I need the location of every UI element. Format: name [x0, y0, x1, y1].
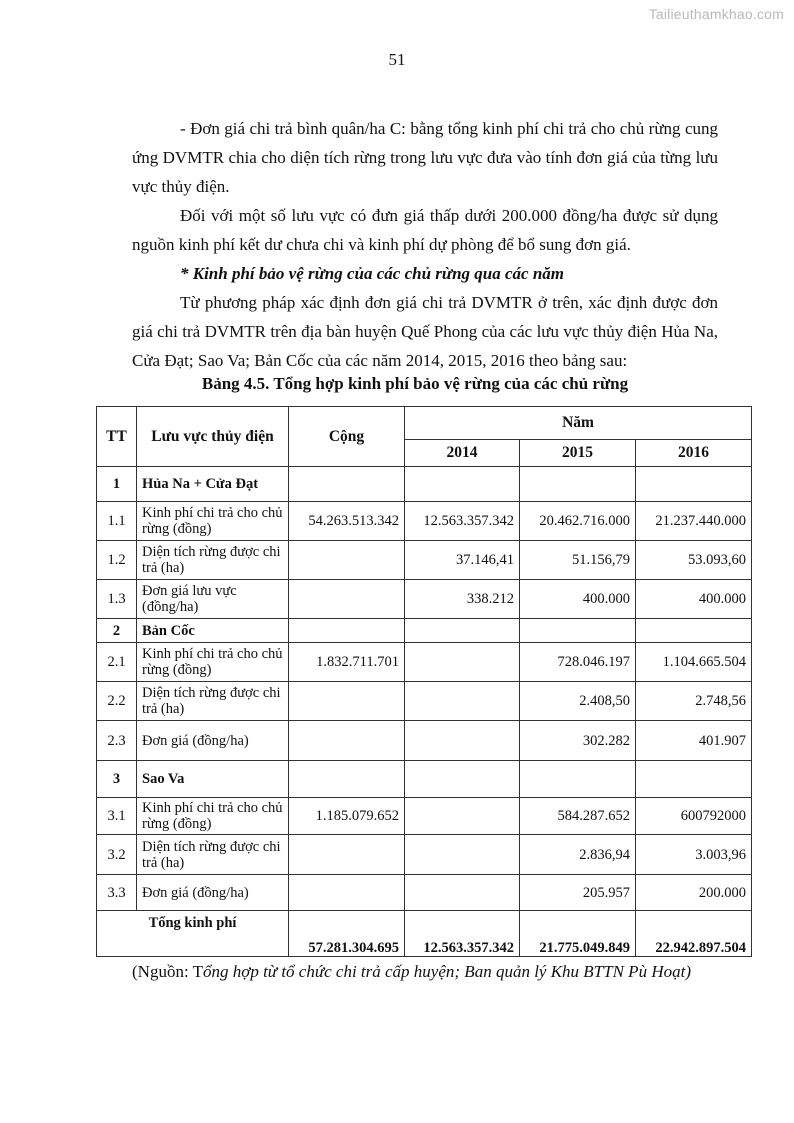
row-2016: 1.104.665.504	[636, 643, 752, 682]
table-row	[97, 643, 752, 682]
row-2014	[405, 467, 520, 502]
row-name: Hủa Na + Cửa Đạt	[137, 467, 289, 502]
row-tt: 2	[97, 619, 137, 643]
row-2016: 53.093,60	[636, 541, 752, 580]
funding-table	[96, 406, 752, 957]
row-tt: 2.1	[97, 643, 137, 682]
watermark: Tailieuthamkhao.com	[648, 6, 784, 22]
row-2014: 338.212	[405, 580, 520, 619]
row-name: Kinh phí chi trả cho chủ rừng (đồng)	[137, 502, 289, 541]
table-row	[97, 467, 752, 502]
header-tt: TT	[97, 407, 137, 467]
table-row	[97, 619, 752, 643]
total-label: Tổng kinh phí	[97, 911, 289, 957]
row-total: 1.185.079.652	[289, 798, 405, 835]
row-name: Sao Va	[137, 761, 289, 798]
row-tt: 1	[97, 467, 137, 502]
row-2016	[636, 467, 752, 502]
table-caption: Bảng 4.5. Tổng hợp kinh phí bảo vệ rừng của các chủ rừng	[201, 374, 629, 393]
row-name: Kinh phí chi trả cho chủ rừng (đồng)	[137, 798, 289, 835]
row-2014	[405, 643, 520, 682]
row-total	[289, 580, 405, 619]
row-tt: 3.2	[97, 835, 137, 875]
paragraph: - Đơn giá chi trả bình quân/ha C: bằng tổng kinh phí chi trả cho chủ rừng cung ứng DVMTR chia cho diện tích rừng trong lưu vực đưa vào tính đơn giá của từng lưu vực thủy điện.	[132, 119, 718, 196]
table-row	[97, 761, 752, 798]
row-2014	[405, 682, 520, 721]
row-tt: 2.2	[97, 682, 137, 721]
body-text	[132, 114, 718, 375]
table-row	[97, 502, 752, 541]
total-2014: 12.563.357.342	[405, 911, 520, 957]
header-year-group: Năm	[405, 407, 752, 440]
table-row	[97, 541, 752, 580]
row-tt: 1.1	[97, 502, 137, 541]
table-row	[97, 798, 752, 835]
row-2015: 400.000	[520, 580, 636, 619]
row-2015	[520, 467, 636, 502]
row-total	[289, 541, 405, 580]
section-heading: * Kinh phí bảo vệ rừng của các chủ rừng qua các năm	[180, 264, 565, 283]
row-2014: 12.563.357.342	[405, 502, 520, 541]
row-tt: 3	[97, 761, 137, 798]
row-total: 1.832.711.701	[289, 643, 405, 682]
table-row	[97, 721, 752, 761]
row-2016: 400.000	[636, 580, 752, 619]
header-total: Cộng	[289, 407, 405, 467]
row-2015: 205.957	[520, 875, 636, 911]
table-row	[97, 835, 752, 875]
row-total	[289, 682, 405, 721]
row-2015: 584.287.652	[520, 798, 636, 835]
row-name: Bản Cốc	[137, 619, 289, 643]
table-row	[97, 580, 752, 619]
source-note-prefix: (Nguồn: T	[132, 962, 203, 981]
row-total	[289, 619, 405, 643]
row-total	[289, 721, 405, 761]
row-2015	[520, 761, 636, 798]
row-2016: 200.000	[636, 875, 752, 911]
row-2014	[405, 835, 520, 875]
row-2015	[520, 619, 636, 643]
row-total	[289, 761, 405, 798]
row-name: Diện tích rừng được chi trả (ha)	[137, 541, 289, 580]
row-2016: 21.237.440.000	[636, 502, 752, 541]
row-tt: 3.1	[97, 798, 137, 835]
row-tt: 2.3	[97, 721, 137, 761]
row-name: Đơn giá (đồng/ha)	[137, 721, 289, 761]
source-note-italic: ổng hợp từ tổ chức chi trả cấp huyện; Ban quản lý Khu BTTN Pù Hoạt)	[203, 962, 691, 981]
row-2014	[405, 875, 520, 911]
row-2014: 37.146,41	[405, 541, 520, 580]
paragraph: Đối với một số lưu vực có đưn giá thấp dưới 200.000 đồng/ha được sử dụng nguồn kinh phí kết dư chưa chi và kinh phí dự phòng để bổ sung đơn giá.	[132, 206, 718, 254]
paragraph: Từ phương pháp xác định đơn giá chi trả DVMTR ở trên, xác định được đơn giá chi trả DVMTR trên địa bàn huyện Quế Phong của các lưu vực thủy điện Hủa Na, Cửa Đạt; Sao Va; Bản Cốc của các năm 2014, 2015, 2016 theo bảng sau:	[132, 293, 718, 370]
header-basin: Lưu vực thủy điện	[137, 407, 289, 467]
table-body	[97, 467, 752, 911]
table-row	[97, 875, 752, 911]
row-tt: 1.2	[97, 541, 137, 580]
row-name: Kinh phí chi trả cho chủ rừng (đồng)	[137, 643, 289, 682]
row-2014	[405, 619, 520, 643]
row-2015: 51.156,79	[520, 541, 636, 580]
row-tt: 1.3	[97, 580, 137, 619]
row-2016	[636, 761, 752, 798]
row-2016: 401.907	[636, 721, 752, 761]
header-year-2016: 2016	[636, 440, 752, 467]
row-total	[289, 467, 405, 502]
source-note	[132, 962, 691, 982]
table-row	[97, 682, 752, 721]
row-2015: 302.282	[520, 721, 636, 761]
row-2014	[405, 761, 520, 798]
row-name: Diện tích rừng được chi trả (ha)	[137, 682, 289, 721]
row-2016: 2.748,56	[636, 682, 752, 721]
row-name: Đơn giá lưu vực (đồng/ha)	[137, 580, 289, 619]
row-name: Diện tích rừng được chi trả (ha)	[137, 835, 289, 875]
total-2016: 22.942.897.504	[636, 911, 752, 957]
row-tt: 3.3	[97, 875, 137, 911]
row-2016: 600792000	[636, 798, 752, 835]
row-2015: 20.462.716.000	[520, 502, 636, 541]
total-cong: 57.281.304.695	[289, 911, 405, 957]
page-number: 51	[388, 50, 406, 69]
row-2015: 2.836,94	[520, 835, 636, 875]
row-2014	[405, 798, 520, 835]
header-year-2015: 2015	[520, 440, 636, 467]
total-2015: 21.775.049.849	[520, 911, 636, 957]
row-2015: 2.408,50	[520, 682, 636, 721]
header-year-2014: 2014	[405, 440, 520, 467]
row-2015: 728.046.197	[520, 643, 636, 682]
row-total: 54.263.513.342	[289, 502, 405, 541]
row-total	[289, 875, 405, 911]
row-name: Đơn giá (đồng/ha)	[137, 875, 289, 911]
row-2016: 3.003,96	[636, 835, 752, 875]
row-2016	[636, 619, 752, 643]
total-row	[97, 911, 752, 957]
row-2014	[405, 721, 520, 761]
row-total	[289, 835, 405, 875]
